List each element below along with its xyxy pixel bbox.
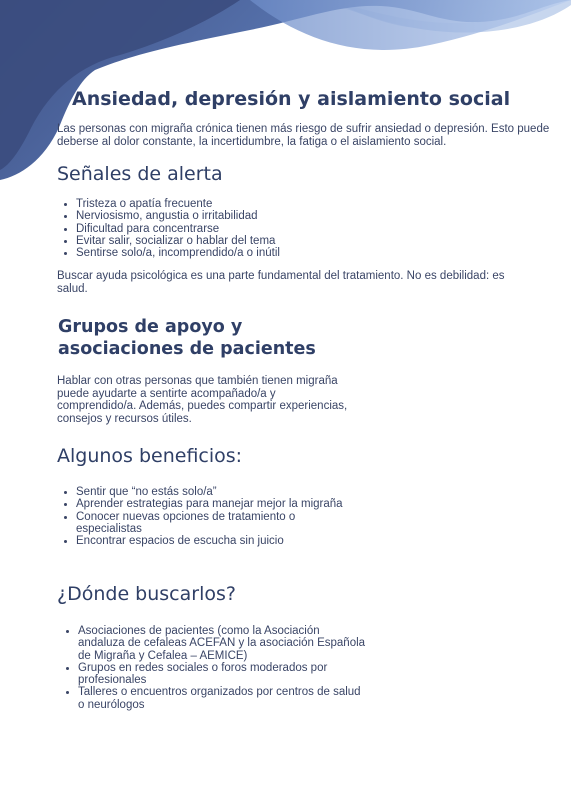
list-item: • Encontrar espacios de escucha sin juicio [76, 535, 346, 547]
benefits-heading: Algunos beneficios: [57, 445, 243, 467]
list-item: • Tristeza o apatía frecuente [76, 198, 376, 210]
where-heading: ¿Dónde buscarlos? [57, 583, 236, 605]
where-list [60, 625, 368, 711]
list-item: • Talleres o encuentros organizados por centros de salud o neurólogos [78, 686, 368, 711]
support-heading-line2: asociaciones de pacientes [58, 339, 316, 359]
list-item: • Evitar salir, socializar o hablar del tema [76, 235, 376, 247]
list-item: • Grupos en redes sociales o foros moderados por profesionales [78, 662, 368, 687]
list-item: • Conocer nuevas opciones de tratamiento o especialistas [76, 511, 346, 536]
list-item: • Aprender estrategias para manejar mejor la migraña [76, 498, 346, 510]
list-item: • Asociaciones de pacientes (como la Asociación andaluza de cefaleas ACEFAN y la asociación Española de Migraña y Cefalea – AEMICE) [78, 625, 368, 662]
list-item: • Sentir que “no estás solo/a” [76, 486, 346, 498]
support-heading [58, 316, 316, 360]
list-item: • Sentirse solo/a, incomprendido/a o inútil [76, 247, 376, 259]
benefits-list [58, 486, 346, 547]
alerts-heading: Señales de alerta [57, 163, 223, 185]
support-heading-line1: Grupos de apoyo y [58, 317, 243, 337]
alerts-note: Buscar ayuda psicológica es una parte fundamental del tratamiento. No es debilidad: es salud. [57, 270, 505, 295]
page-title: Ansiedad, depresión y aislamiento social [72, 88, 511, 110]
list-item: • Nerviosismo, angustia o irritabilidad [76, 210, 376, 222]
alerts-list [58, 198, 376, 259]
intro-paragraph: Las personas con migraña crónica tienen más riesgo de sufrir ansiedad o depresión. Esto puede deberse al dolor constante, la incertidumbre, la fatiga o el aislamiento social. [57, 123, 550, 148]
support-paragraph: Hablar con otras personas que también tienen migraña puede ayudarte a sentirte acompañado/a y comprendido/a. Además, puedes compartir experiencias, consejos y recursos útiles. [57, 375, 348, 425]
list-item: • Dificultad para concentrarse [76, 223, 376, 235]
